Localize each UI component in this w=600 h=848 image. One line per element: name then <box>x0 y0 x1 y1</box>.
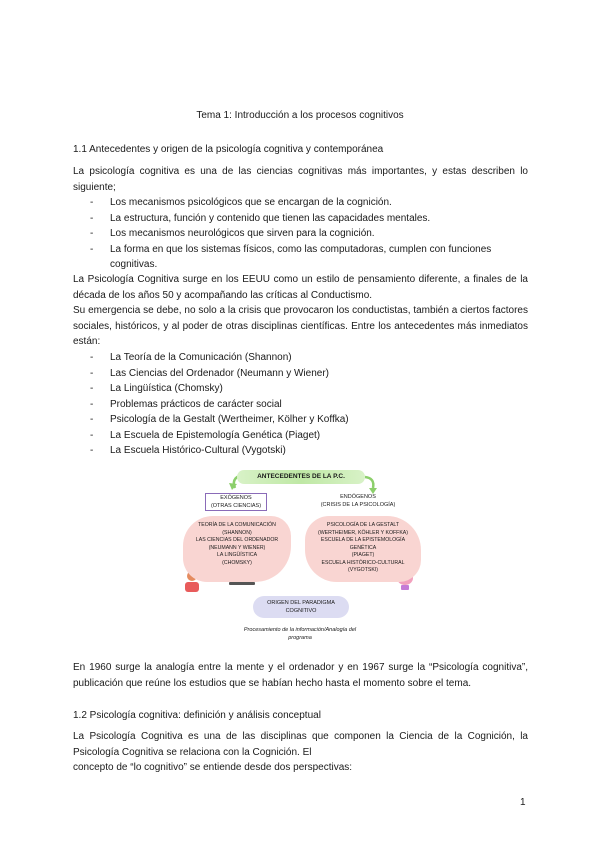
arrow-right <box>365 477 373 488</box>
perspectives-paragraph: concepto de “lo cognitivo” se entiende desde dos perspectivas: <box>73 762 353 773</box>
exogenous-label: EXÓGENOS <box>220 495 252 501</box>
list-item: - Problemas prácticos de carácter social <box>88 397 528 413</box>
section-heading-1-2: 1.2 Psicología cognitiva: definición y análisis conceptual <box>73 710 321 721</box>
analogy-paragraph: En 1960 surge la analogía entre la mente y el ordenador y en 1967 surge la “Psicología cognitiva”, publicación que reúne los estudios que se habían hecho hasta el momento sobre el tema. <box>73 662 528 689</box>
page-number: 1 <box>520 797 526 808</box>
section-heading-1-1: 1.1 Antecedentes y origen de la psicología cognitiva y contemporánea <box>73 144 384 155</box>
emergence-paragraph: Su emergencia se debe, no solo a la crisis que provocaron los conductistas, también a ciertos factores sociales, históricos, y al poder de otras disciplinas científicas. Entre los antecedentes más inmediatos están: <box>73 305 528 347</box>
page-title: Tema 1: Introducción a los procesos cognitivos <box>196 110 404 121</box>
origin-box <box>253 596 349 618</box>
diagram-item: (CHOMSKY) <box>222 559 252 566</box>
list-item: - Los mecanismos neurológicos que sirven para la cognición. <box>88 226 528 242</box>
diagram-item: LAS CIENCIAS DEL ORDENADOR <box>195 537 279 543</box>
endogenous-items <box>308 522 418 575</box>
diagram-item: (NEUMANN Y WIENER) <box>208 544 266 551</box>
diagram-item: (SHANNON) <box>222 529 252 536</box>
list-item: - La Escuela Histórico-Cultural (Vygotski) <box>88 443 528 459</box>
endogenous-sublabel: (CRISIS DE LA PSICOLOGÍA) <box>320 502 396 508</box>
list-item: - La Teoría de la Comunicación (Shannon) <box>88 350 528 366</box>
list-item: - La Escuela de Epistemología Genética (Piaget) <box>88 428 528 444</box>
exogenous-box <box>205 493 267 511</box>
list-item: - Los mecanismos psicológicos que se encargan de la cognición. <box>88 195 528 211</box>
diagram-item: (WERTHEIMER, KÖHLER Y KOFFKA) <box>318 529 408 536</box>
diagram-caption <box>215 626 385 642</box>
diagram-item: TEORÍA DE LA COMUNICACIÓN <box>198 522 276 528</box>
list-item: - La estructura, función y contenido que tienen las capacidades mentales. <box>88 211 528 227</box>
exogenous-sublabel: (OTRAS CIENCIAS) <box>210 503 262 509</box>
endogenous-box <box>317 493 399 509</box>
origin-paragraph: La Psicología Cognitiva surge en los EEUU como un estilo de pensamiento diferente, a finales de la década de los años 50 y acompañando las críticas al Conductismo. <box>73 274 528 301</box>
exogenous-items <box>187 522 287 567</box>
endogenous-label: ENDÓGENOS <box>340 494 376 500</box>
list-item: - La Lingüística (Chomsky) <box>88 381 528 397</box>
list-item: - Psicología de la Gestalt (Wertheimer, Kölher y Koffka) <box>88 412 528 428</box>
origin-label: ORIGEN DEL PARADIGMA <box>267 600 335 606</box>
diagram-item: ESCUELA DE LA EPISTEMOLOGÍA GENÉTICA <box>320 537 406 551</box>
diagram-item: PSICOLOGÍA DE LA GESTALT <box>326 522 400 528</box>
diagram-title: ANTECEDENTES DE LA P.C. <box>237 470 365 484</box>
cognition-list <box>88 195 528 273</box>
antecedents-diagram <box>175 466 425 652</box>
diagram-item: (PIAGET) <box>351 552 375 558</box>
definition-paragraph: La Psicología Cognitiva es una de las disciplinas que componen la Ciencia de la Cognición, la Psicología Cognitiva se relaciona con la Cognición. El <box>73 731 528 758</box>
list-item: - La forma en que los sistemas físicos, como las computadoras, cumplen con funciones cognitivas. <box>88 242 528 273</box>
intro-paragraph: La psicología cognitiva es una de las ciencias cognitivas más importantes, y estas describen lo siguiente; <box>73 166 528 193</box>
list-item: - Las Ciencias del Ordenador (Neumann y Wiener) <box>88 366 528 382</box>
caption-line: programa <box>288 635 312 641</box>
diagram-item: ESCUELA HISTÓRICO-CULTURAL <box>321 559 405 566</box>
diagram-item: LA LINGÜÍSTICA <box>216 552 258 558</box>
origin-sublabel: COGNITIVO <box>285 608 317 614</box>
diagram-item: (VYGOTSKI) <box>348 567 378 573</box>
caption-line: Procesamiento de la información/Analogía del <box>243 627 357 633</box>
arrowhead-left <box>229 483 237 490</box>
antecedents-list <box>88 350 528 459</box>
